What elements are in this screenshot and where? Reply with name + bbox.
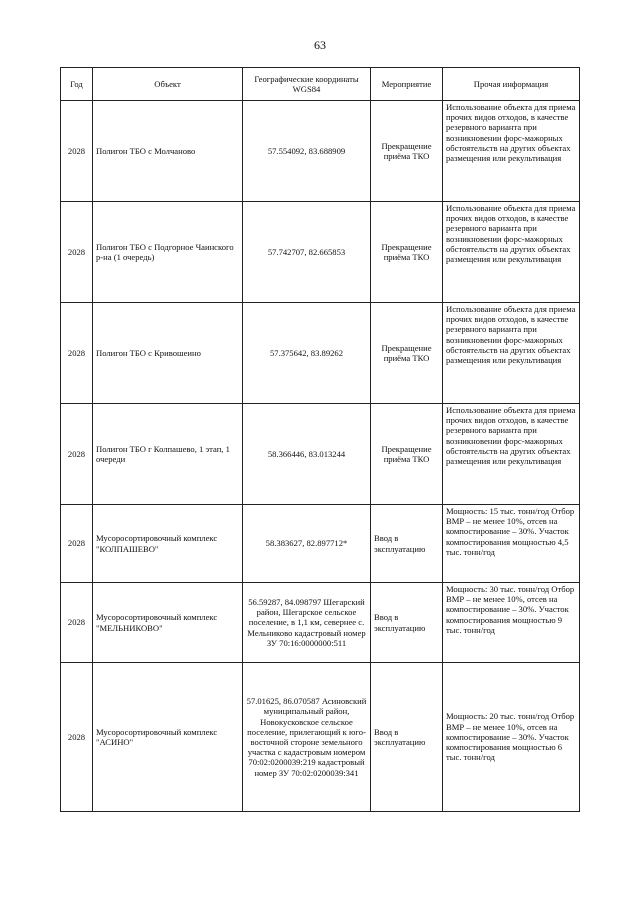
row-object: Полигон ТБО с Подгорное Чаинского р-на (1 очередь) <box>93 202 243 303</box>
row-info-text: Мощность: 15 тыс. тонн/год Отбор ВМР – не менее 10%, отсев на компостирование – 30%. Участок компостирования мощностью 4,5 тыс. тонн/год <box>446 506 575 557</box>
row-event: Прекращение приёма ТКО <box>371 202 443 303</box>
table-row <box>61 404 580 505</box>
row-object: Мусоросортировочный комплекс "АСИНО" <box>93 663 243 812</box>
row-year: 2028 <box>61 663 93 812</box>
table-row <box>61 101 580 202</box>
table-row <box>61 663 580 812</box>
table-header-row <box>61 68 580 101</box>
header-year: Год <box>61 68 93 101</box>
row-event: Ввод в эксплуатацию <box>371 505 443 583</box>
row-coordinates: 57.554092, 83.688909 <box>243 101 371 202</box>
row-event: Ввод в эксплуатацию <box>371 663 443 812</box>
row-object: Мусоросортировочный комплекс "КОЛПАШЕВО" <box>93 505 243 583</box>
page-number: 63 <box>314 38 326 52</box>
row-event: Прекращение приёма ТКО <box>371 303 443 404</box>
row-info-text: Использование объекта для приема прочих видов отходов, в качестве резервного варианта при возникновении форс-мажорных обстоятельств на других объектах размещения или рекультивация <box>446 304 576 366</box>
row-info-text: Мощность: 20 тыс. тонн/год Отбор ВМР – не менее 10%, отсев на компостирование – 30%. Участок компостирования мощностью 6 тыс. тонн/год <box>446 711 575 763</box>
row-year: 2028 <box>61 101 93 202</box>
objects-table <box>60 67 580 812</box>
row-event: Прекращение приёма ТКО <box>371 404 443 505</box>
row-coordinates: 57.375642, 83.89262 <box>243 303 371 404</box>
row-year: 2028 <box>61 303 93 404</box>
table-row <box>61 583 580 663</box>
header-event: Мероприятие <box>371 68 443 101</box>
row-year: 2028 <box>61 404 93 505</box>
header-info: Прочая информация <box>443 68 580 101</box>
row-info <box>443 404 580 505</box>
row-event: Прекращение приёма ТКО <box>371 101 443 202</box>
row-year: 2028 <box>61 202 93 303</box>
row-coordinates: 57.01625, 86.070587 Асиновский муниципальный район, Новокусковское сельское поселение, прилегающий к юго-восточной стороне земельного участка с кадастровым номером 70:02:0200039:219 кадастровый номер ЗУ 70:02:0200039:341 <box>243 663 371 812</box>
row-info <box>443 583 580 663</box>
header-object: Объект <box>93 68 243 101</box>
row-event: Ввод в эксплуатацию <box>371 583 443 663</box>
row-object: Полигон ТБО с Молчаново <box>93 101 243 202</box>
table-row <box>61 303 580 404</box>
row-info <box>443 101 580 202</box>
row-info <box>443 303 580 404</box>
row-object: Полигон ТБО г Колпашево, 1 этап, 1 очереди <box>93 404 243 505</box>
row-coordinates: 58.366446, 83.013244 <box>243 404 371 505</box>
row-info-text: Использование объекта для приема прочих видов отходов, в качестве резервного варианта при возникновении форс-мажорных обстоятельств на других объектах размещения или рекультивация <box>446 405 576 467</box>
row-info <box>443 202 580 303</box>
row-coordinates: 57.742707, 82.665853 <box>243 202 371 303</box>
row-info <box>443 505 580 583</box>
row-info-text: Использование объекта для приема прочих видов отходов, в качестве резервного варианта при возникновении форс-мажорных обстоятельств на других объектах размещения или рекультивация <box>446 203 576 265</box>
row-info-text: Использование объекта для приема прочих видов отходов, в качестве резервного варианта при возникновении форс-мажорных обстоятельств на других объектах размещения или рекультивация <box>446 102 576 164</box>
row-object: Мусоросортировочный комплекс "МЕЛЬНИКОВО" <box>93 583 243 663</box>
table-row <box>61 505 580 583</box>
row-object: Полигон ТБО с Кривошеино <box>93 303 243 404</box>
row-year: 2028 <box>61 583 93 663</box>
row-coordinates: 58.383627, 82.897712* <box>243 505 371 583</box>
row-coordinates: 56.59287, 84.098797 Шегарский район, Шегарское сельское поселение, в 1,1 км, севернее с. Мельниково кадастровый номер ЗУ 70:16:0000000:511 <box>243 583 371 663</box>
row-info-text: Мощность: 30 тыс. тонн/год Отбор ВМР – не менее 10%, отсев на компостирование – 30%. Участок компостирования мощностью 9 тыс. тонн/год <box>446 584 575 635</box>
table-row <box>61 202 580 303</box>
row-info <box>443 663 580 812</box>
header-coordinates: Географические координаты WGS84 <box>243 68 371 101</box>
row-year: 2028 <box>61 505 93 583</box>
